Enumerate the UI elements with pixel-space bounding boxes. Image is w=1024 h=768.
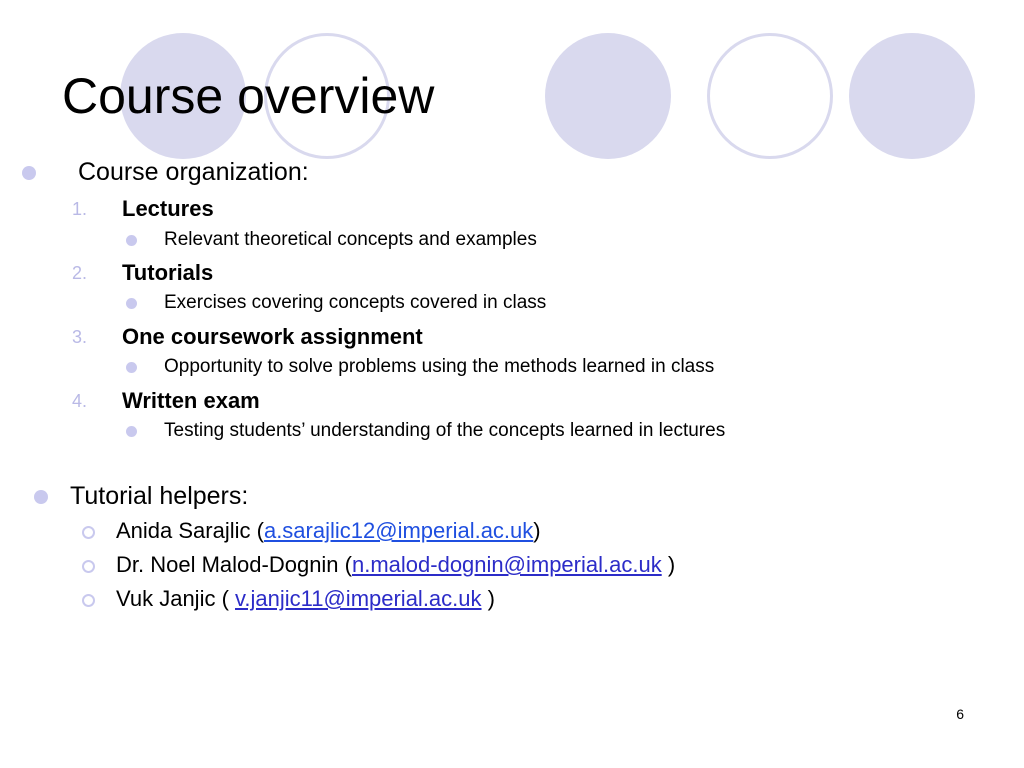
bullet-icon [126, 426, 137, 437]
bullet-icon [34, 490, 48, 504]
helper-entry [116, 586, 495, 612]
helper-email-link[interactable]: n.malod-dognin@imperial.ac.uk [351, 552, 662, 577]
section-heading-organization: Course organization: [78, 158, 309, 186]
list-item-detail: Opportunity to solve problems using the methods learned in class [164, 356, 715, 377]
helper-email-link[interactable]: v.janjic11@imperial.ac.uk [235, 586, 482, 611]
ring-bullet-icon [82, 560, 95, 573]
list-number: 1. [72, 199, 88, 219]
helper-entry [116, 518, 541, 544]
slide-title: Course overview [62, 68, 435, 124]
bullet-icon [126, 235, 137, 246]
page-number: 6 [956, 706, 964, 722]
helper-email-link[interactable]: a.sarajlic12@imperial.ac.uk [263, 518, 534, 543]
helper-suffix: ) [661, 552, 676, 577]
helper-name: Dr. Noel Malod-Dognin ( [116, 552, 352, 577]
ring-bullet-icon [82, 526, 95, 539]
helper-name: Vuk Janjic ( [116, 586, 236, 611]
list-item-label: Written exam [122, 388, 260, 413]
ring-bullet-icon [82, 594, 95, 607]
list-number: 4. [72, 391, 88, 411]
decorative-ring [707, 33, 833, 159]
list-item-label: Tutorials [122, 260, 214, 285]
helper-entry [116, 552, 675, 578]
list-number: 2. [72, 263, 88, 283]
list-number: 3. [72, 327, 88, 347]
list-item-detail: Relevant theoretical concepts and examples [164, 229, 537, 250]
helper-suffix: ) [481, 586, 495, 611]
decorative-circle [545, 33, 671, 159]
decorative-circle [849, 33, 975, 159]
list-item-detail: Testing students’ understanding of the concepts learned in lectures [164, 420, 726, 441]
bullet-icon [126, 298, 137, 309]
list-item-label: Lectures [122, 196, 214, 221]
list-item-label: One coursework assignment [122, 324, 423, 349]
helper-suffix: ) [533, 518, 541, 543]
section-heading-helpers: Tutorial helpers: [70, 482, 249, 510]
bullet-icon [126, 362, 137, 373]
list-item-detail: Exercises covering concepts covered in class [164, 292, 547, 313]
bullet-icon [22, 166, 36, 180]
helper-name: Anida Sarajlic ( [116, 518, 264, 543]
